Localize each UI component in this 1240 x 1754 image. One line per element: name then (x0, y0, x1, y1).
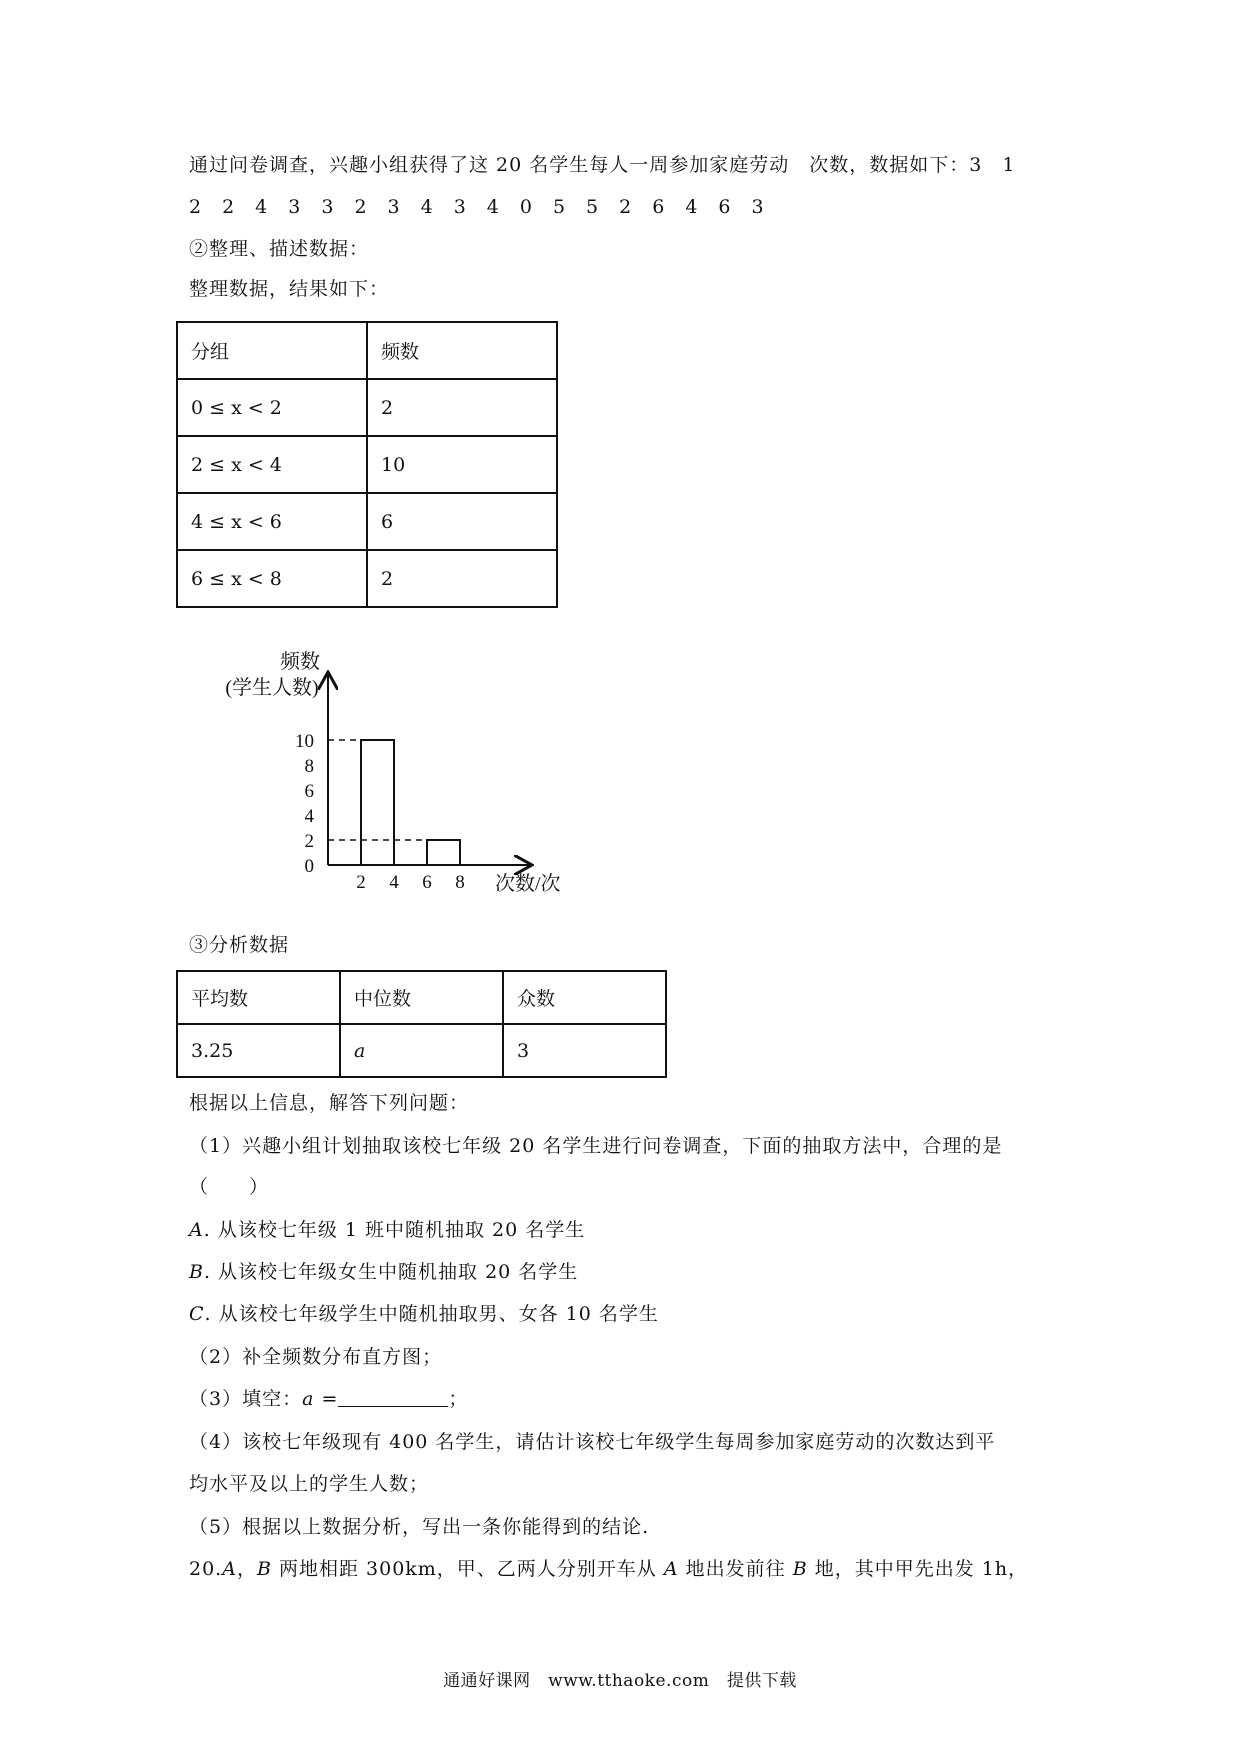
intro-line-1: 通过问卷调查，兴趣小组获得了这 20 名学生每人一周参加家庭劳动 次数，数据如下：3 1 (189, 154, 1016, 176)
y-tick-label: 6 (304, 781, 314, 802)
table-row (177, 550, 557, 607)
table-cell-median: a (340, 1024, 503, 1077)
question-20 (189, 1556, 1028, 1582)
y-tick-label: 0 (304, 856, 314, 877)
option-c-letter: C (189, 1303, 205, 1325)
option-b (189, 1259, 578, 1285)
statistics-table (176, 970, 667, 1078)
q20-prefix: 20. (189, 1558, 223, 1580)
q20-point-a-2: A (663, 1558, 679, 1580)
histogram-bar (427, 840, 460, 865)
y-axis-label-line1: 频数 (280, 651, 320, 673)
table-row (177, 1024, 666, 1077)
y-tick-label: 10 (295, 731, 314, 752)
q20-comma: ， (236, 1558, 257, 1580)
x-tick-label: 4 (389, 872, 399, 893)
question-3-end: ； (448, 1388, 469, 1410)
table-cell-group: 6 ≤ x < 8 (177, 550, 367, 607)
option-c-text: . 从该校七年级学生中随机抽取男、女各 10 名学生 (204, 1303, 659, 1325)
questions-intro: 根据以上信息，解答下列问题： (189, 1092, 470, 1114)
x-tick-label: 6 (422, 872, 432, 893)
table-cell-count: 10 (367, 436, 557, 493)
table-cell-group: 0 ≤ x < 2 (177, 379, 367, 436)
option-b-letter: B (189, 1261, 204, 1283)
option-a (189, 1217, 585, 1243)
option-b-text: . 从该校七年级女生中随机抽取 20 名学生 (203, 1261, 579, 1283)
table-cell-mean: 3.25 (177, 1024, 340, 1077)
q20-point-b: B (256, 1558, 272, 1580)
question-4-line-2: 均水平及以上的学生人数； (189, 1473, 430, 1495)
q20-text-2: 地出发前往 (678, 1558, 793, 1580)
frequency-histogram (200, 650, 580, 910)
question-4-line-1: （4）该校七年级现有 400 名学生，请估计该校七年级学生每周参加家庭劳动的次数达到平 (189, 1431, 996, 1453)
y-tick-label: 8 (304, 756, 314, 777)
y-tick-label: 4 (304, 806, 314, 827)
q20-text-3: 地，其中甲先出发 1h， (807, 1558, 1029, 1580)
section2-heading: ②整理、描述数据： (189, 238, 370, 260)
table-header-mean: 平均数 (177, 971, 340, 1024)
option-c (189, 1301, 659, 1327)
table-header-row (177, 971, 666, 1024)
frequency-table (176, 321, 558, 608)
question-3-prefix: （3）填空： (189, 1388, 303, 1410)
x-tick-label: 2 (356, 872, 366, 893)
question-5: （5）根据以上数据分析，写出一条你能得到的结论. (189, 1516, 650, 1538)
question-2: （2）补全频数分布直方图； (189, 1346, 443, 1368)
table-cell-group: 2 ≤ x < 4 (177, 436, 367, 493)
question-3-equals: = (314, 1388, 339, 1410)
table-header-median: 中位数 (340, 971, 503, 1024)
question-3 (189, 1386, 468, 1412)
x-axis-label: 次数/次 (495, 873, 561, 895)
section3-heading: ③分析数据 (189, 934, 290, 956)
table-row (177, 379, 557, 436)
histogram-bar (361, 740, 394, 865)
page-footer: 通通好课网 www.tthaoke.com 提供下载 (443, 1671, 797, 1691)
table-cell-count: 2 (367, 550, 557, 607)
table-row (177, 493, 557, 550)
table-cell-group: 4 ≤ x < 6 (177, 493, 367, 550)
section2-subheading: 整理数据，结果如下： (189, 278, 390, 300)
x-tick-label: 8 (455, 872, 465, 893)
q20-point-b-2: B (792, 1558, 808, 1580)
table-header-mode: 众数 (503, 971, 666, 1024)
question-1-line-1: （1）兴趣小组计划抽取该校七年级 20 名学生进行问卷调查，下面的抽取方法中，合理的是 (189, 1135, 1003, 1157)
option-a-text: . 从该校七年级 1 班中随机抽取 20 名学生 (203, 1219, 586, 1241)
q20-point-a: A (222, 1558, 237, 1580)
table-cell-mode: 3 (503, 1024, 666, 1077)
question-3-variable: a (302, 1388, 315, 1410)
table-row (177, 436, 557, 493)
intro-line-2: 2 2 4 3 3 2 3 4 3 4 0 5 5 2 6 4 6 3 (189, 196, 765, 218)
table-header-row (177, 322, 557, 379)
option-a-letter: A (189, 1219, 204, 1241)
table-header-count: 频数 (367, 322, 557, 379)
q20-text-1: 两地相距 300km，甲、乙两人分别开车从 (271, 1558, 664, 1580)
table-header-group: 分组 (177, 322, 367, 379)
y-axis-label-line2: (学生人数) (225, 677, 319, 699)
table-cell-count: 6 (367, 493, 557, 550)
answer-blank[interactable] (338, 1386, 448, 1407)
table-cell-count: 2 (367, 379, 557, 436)
y-tick-label: 2 (304, 831, 314, 852)
question-1-line-2: （ ） (189, 1176, 270, 1198)
